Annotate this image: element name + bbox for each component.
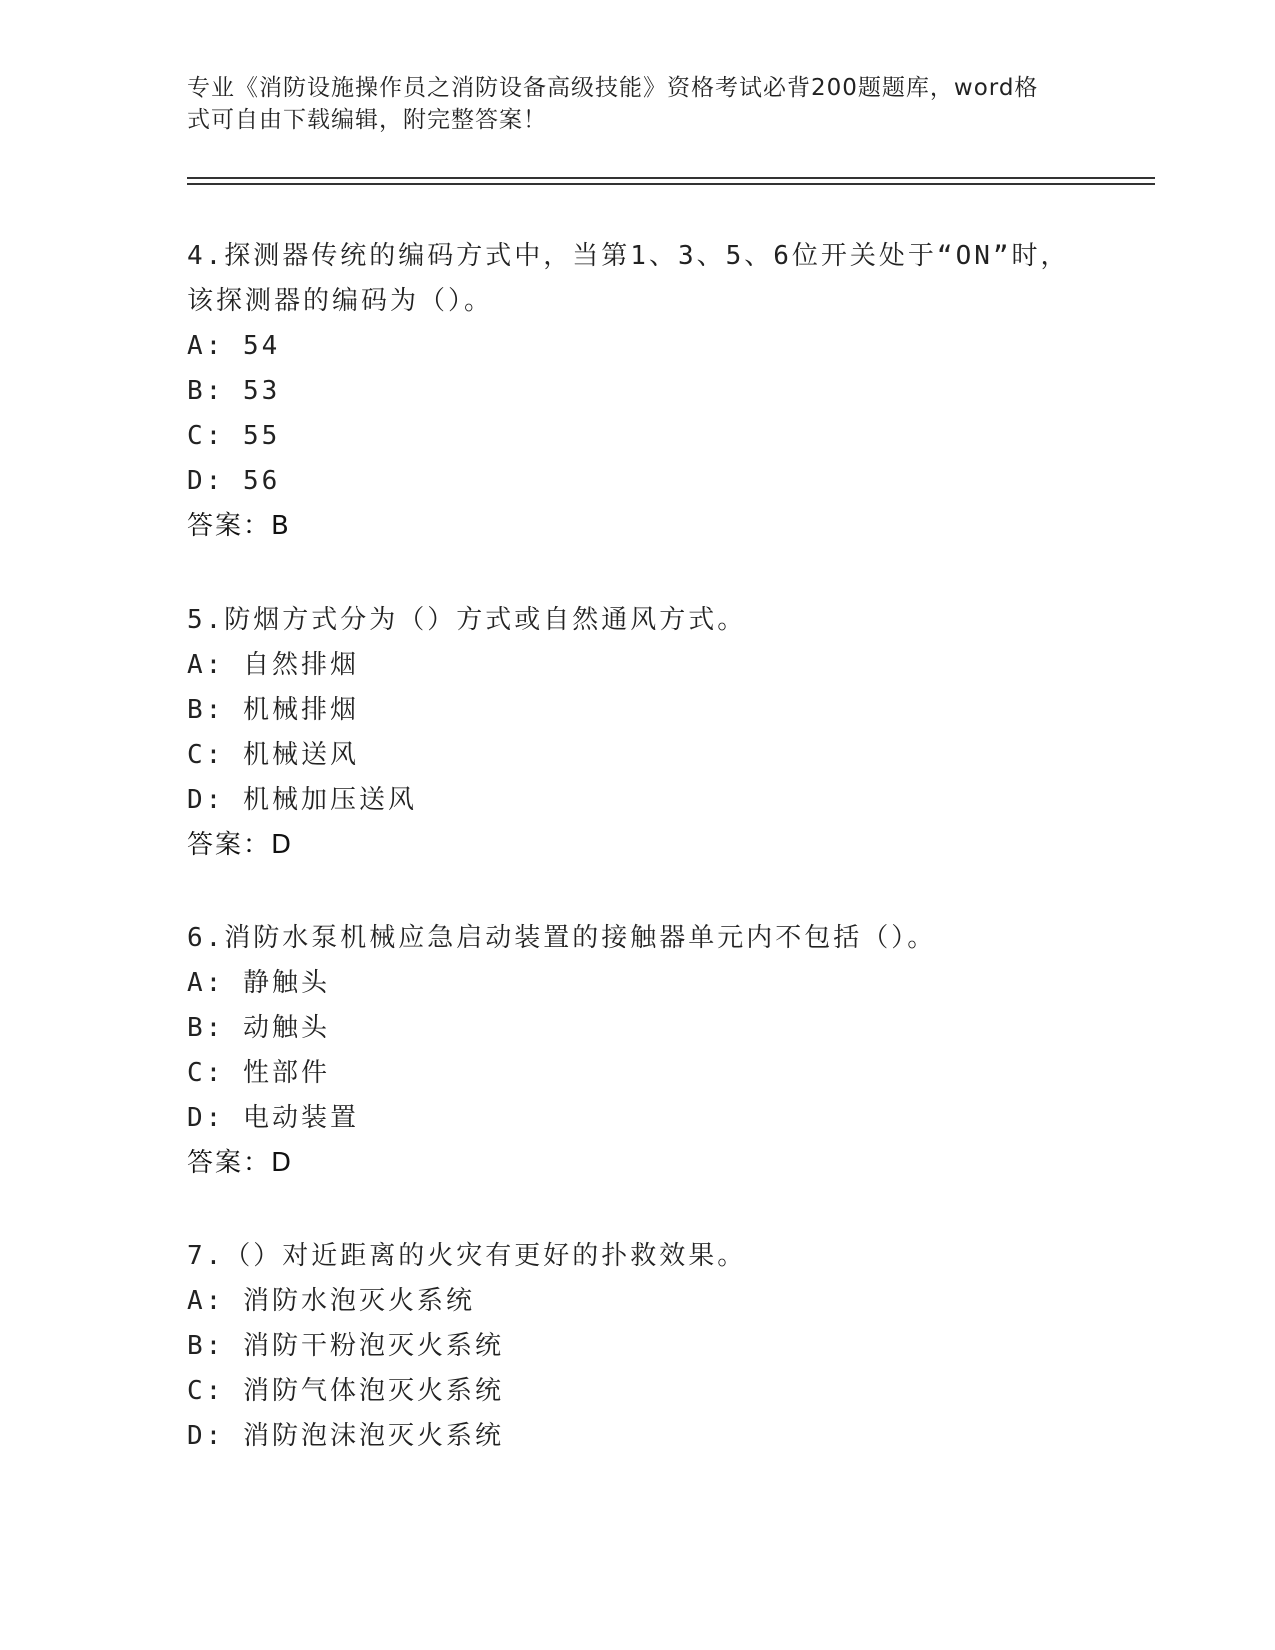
option-a: A: 消防水泡灭火系统 xyxy=(187,1286,475,1316)
option-b: B: 消防干粉泡灭火系统 xyxy=(187,1331,504,1361)
option-d: D: 电动装置 xyxy=(187,1103,359,1133)
option-a: A: 自然排烟 xyxy=(187,650,359,680)
answer-label: 答案：D xyxy=(187,830,294,860)
question-4 xyxy=(187,234,1087,549)
question-6 xyxy=(187,916,1087,1186)
option-b: B: 动触头 xyxy=(187,1013,330,1043)
header-divider-top xyxy=(187,177,1155,179)
option-d: D: 56 xyxy=(187,466,281,496)
header-divider-bottom xyxy=(187,183,1155,185)
document-header xyxy=(187,72,1067,136)
option-c: C: 性部件 xyxy=(187,1058,330,1088)
option-b: B: 53 xyxy=(187,376,281,406)
header-line-1: 专业《消防设施操作员之消防设备高级技能》资格考试必背200题题库，word格 xyxy=(187,75,1039,101)
question-7 xyxy=(187,1234,1087,1459)
question-stem: 7.（）对近距离的火灾有更好的扑救效果。 xyxy=(187,1241,747,1271)
option-d: D: 消防泡沫泡灭火系统 xyxy=(187,1421,504,1451)
header-line-2: 式可自由下载编辑，附完整答案！ xyxy=(187,107,547,133)
option-c: C: 55 xyxy=(187,421,281,451)
question-stem: 6.消防水泵机械应急启动装置的接触器单元内不包括（）。 xyxy=(187,923,937,953)
option-c: C: 消防气体泡灭火系统 xyxy=(187,1376,504,1406)
option-d: D: 机械加压送风 xyxy=(187,785,417,815)
option-b: B: 机械排烟 xyxy=(187,695,359,725)
answer-label: 答案：D xyxy=(187,1148,294,1178)
question-stem: 5.防烟方式分为（）方式或自然通风方式。 xyxy=(187,605,747,635)
question-stem-continued: 该探测器的编码为（）。 xyxy=(187,286,494,316)
option-c: C: 机械送风 xyxy=(187,740,359,770)
question-stem: 4.探测器传统的编码方式中，当第1、3、5、6位开关处于“ON”时， xyxy=(187,241,1070,271)
option-a: A: 静触头 xyxy=(187,968,330,998)
option-a: A: 54 xyxy=(187,331,281,361)
answer-label: 答案：B xyxy=(187,511,291,541)
question-5 xyxy=(187,598,1087,868)
